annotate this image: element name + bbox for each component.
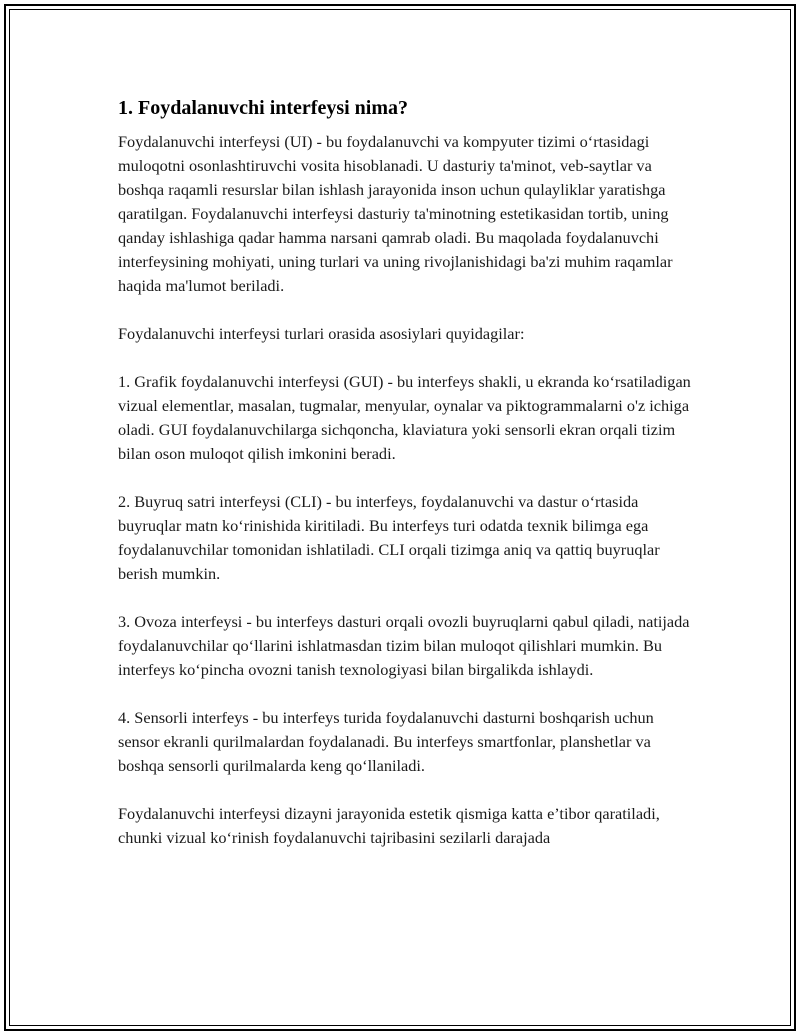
- document-body: [118, 94, 693, 874]
- paragraph-cli: 2. Buyruq satri interfeysi (CLI) - bu interfeys, foydalanuvchi va dastur o‘rtasida buyruqlar matn ko‘rinishida kiritiladi. Bu interfeys turi odatda texnik bilimga ega foydalanuvchilar tomonidan ishlatiladi. CLI orqali tizimga aniq va qattiq buyruqlar berish mumkin.: [118, 492, 660, 583]
- paragraph-voice: 3. Ovoza interfeysi - bu interfeys dasturi orqali ovozli buyruqlarni qabul qiladi, natijada foydalanuvchilar qo‘llarini ishlatmasdan tizim bilan muloqot qilishlari mumkin. Bu interfeys ko‘pincha ovozni tanish texnologiyasi bilan birgalikda ishlaydi.: [118, 612, 690, 679]
- paragraph-touch: 4. Sensorli interfeys - bu interfeys turida foydalanuvchi dasturni boshqarish uchun sensor ekranli qurilmalardan foydalanadi. Bu interfeys smartfonlar, planshetlar va boshqa sensorli qurilmalarda keng qo‘llaniladi.: [118, 708, 654, 775]
- paragraph-gui: 1. Grafik foydalanuvchi interfeysi (GUI) - bu interfeys shakli, u ekranda ko‘rsatiladigan vizual elementlar, masalan, tugmalar, menyular, oynalar va piktogrammalarni o'z ichiga oladi. GUI foydalanuvchilarga sichqoncha, klaviatura yoki sensorli ekran orqali tizim bilan oson muloqot qilish imkonini beradi.: [118, 372, 691, 463]
- document-title: 1. Foydalanuvchi interfeysi nima?: [118, 97, 409, 119]
- paragraph-types-intro: Foydalanuvchi interfeysi turlari orasida asosiylari quyidagilar:: [118, 324, 525, 343]
- paragraph-design: Foydalanuvchi interfeysi dizayni jarayonida estetik qismiga katta e’tibor qaratiladi, chunki vizual ko‘rinish foydalanuvchi tajribasini sezilarli darajada: [118, 804, 660, 847]
- paragraph-intro: Foydalanuvchi interfeysi (UI) - bu foydalanuvchi va kompyuter tizimi o‘rtasidagi muloqotni osonlashtiruvchi vosita hisoblanadi. U dasturiy ta'minot, veb-saytlar va boshqa raqamli resurslar bilan ishlash jarayonida inson uchun qulayliklar yaratishga qaratilgan. Foydalanuvchi interfeysi dasturiy ta'minotning estetikasidan tortib, uning qanday ishlashiga qadar hamma narsani qamrab oladi. Bu maqolada foydalanuvchi interfeysining mohiyati, uning turlari va uning rivojlanishidagi ba'zi muhim raqamlar haqida ma'lumot beriladi.: [118, 132, 673, 295]
